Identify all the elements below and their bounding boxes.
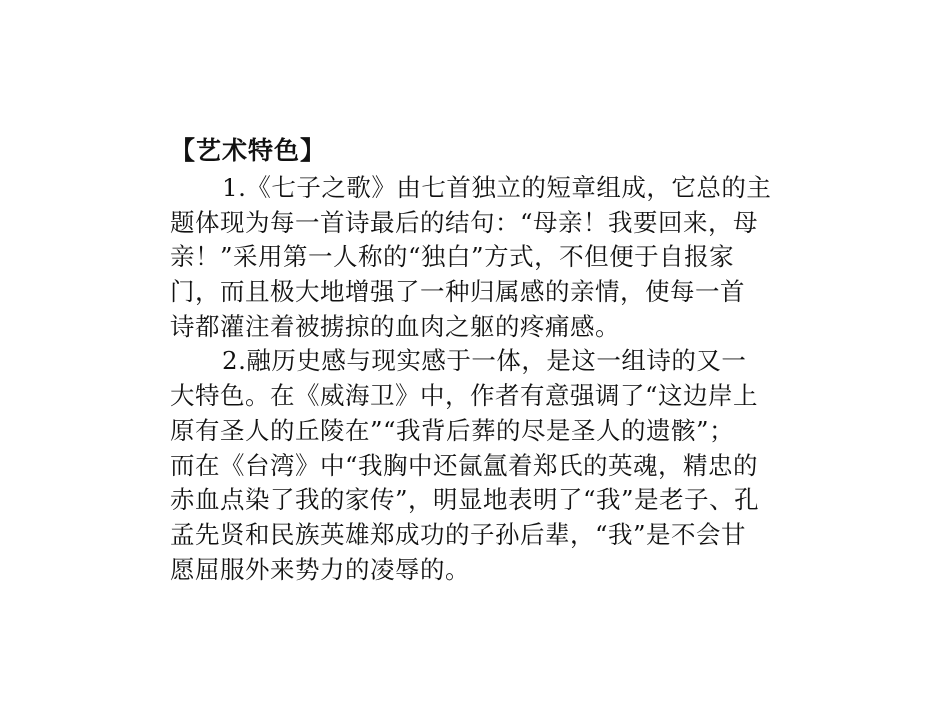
paragraph-2-line-5: 赤血点染了我的家传”，明显地表明了“我”是老子、孔: [170, 485, 760, 515]
paragraph-2-line-6: 孟先贤和民族英雄郑成功的子孙后辈，“我”是不会甘: [170, 519, 747, 549]
paragraph-2-line-1: 2.融历史感与现实感于一体，是这一组诗的又一: [222, 346, 747, 376]
paragraph-1: [170, 171, 810, 344]
paragraph-1-line-5: 诗都灌注着被掳掠的血肉之躯的疼痛感。: [170, 311, 620, 341]
paragraph-1-line-4: 门，而且极大地增强了一种归属感的亲情，使每一首: [170, 277, 745, 307]
document-body: [170, 131, 810, 587]
paragraph-2-line-3: 原有圣人的丘陵在”“我背后葬的尽是圣人的遗骸”；: [170, 415, 735, 445]
paragraph-2-line-7: 愿屈服外来势力的凌辱的。: [170, 554, 470, 584]
paragraph-1-line-1: 1.《七子之歌》由七首独立的短章组成，它总的主: [222, 173, 772, 202]
paragraph-1-line-3: 亲！”采用第一人称的“独白”方式，不但便于自报家: [170, 242, 735, 272]
paragraph-2-line-2: 大特色。在《威海卫》中，作者有意强调了“这边岸上: [170, 381, 759, 411]
paragraph-2-line-4: 而在《台湾》中“我胸中还氤氲着郑氏的英魂，精忠的: [170, 450, 759, 480]
paragraph-2: [170, 344, 810, 587]
paragraph-1-line-2: 题体现为每一首诗最后的结句：“母亲！我要回来，母: [170, 207, 759, 237]
section-heading: 【艺术特色】: [170, 136, 327, 165]
